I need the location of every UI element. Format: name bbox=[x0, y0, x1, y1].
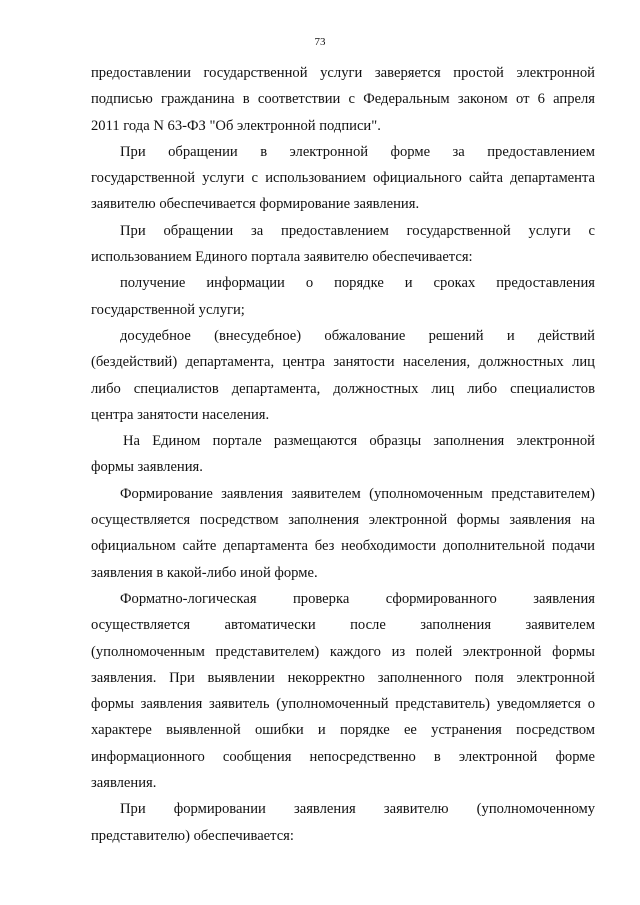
text-line: заявления. bbox=[91, 775, 157, 792]
text-line: На Едином портале размещаются образцы заполнения электронной bbox=[123, 433, 595, 450]
text-line: формы заявления заявитель (уполномоченный представитель) уведомляется о bbox=[91, 696, 595, 713]
text-line: досудебное (внесудебное) обжалование решений и действий bbox=[120, 327, 595, 344]
text-line: получение информации о порядке и сроках предоставления bbox=[120, 275, 595, 292]
text-line: осуществляется посредством заполнения электронной формы заявления на bbox=[91, 512, 595, 529]
text-line: (уполномоченным представителем) каждого из полей электронной формы bbox=[91, 643, 595, 660]
text-line: информационного сообщения непосредственно в электронной форме bbox=[91, 748, 595, 765]
text-line: представителю) обеспечивается: bbox=[91, 827, 294, 844]
text-line: либо специалистов департамента, должностных лиц либо специалистов bbox=[91, 380, 595, 397]
paragraph bbox=[91, 60, 595, 139]
text-line: формы заявления. bbox=[91, 459, 203, 476]
text-line: При обращении в электронной форме за предоставлением bbox=[120, 143, 595, 160]
paragraph bbox=[91, 218, 595, 271]
paragraph bbox=[91, 796, 595, 849]
text-line: использованием Единого портала заявителю обеспечивается: bbox=[91, 249, 473, 266]
document-body bbox=[91, 60, 595, 849]
text-line: Формирование заявления заявителем (уполномоченным представителем) bbox=[120, 485, 595, 502]
text-line: При формировании заявления заявителю (уполномоченному bbox=[120, 801, 595, 818]
text-line: При обращении за предоставлением государственной услуги с bbox=[120, 222, 595, 239]
text-line: официальном сайте департамента без необходимости дополнительной подачи bbox=[91, 538, 595, 555]
text-line: осуществляется автоматически после заполнения заявителем bbox=[91, 617, 595, 634]
paragraph bbox=[91, 428, 595, 481]
text-line: заявления. При выявлении некорректно заполненного поля электронной bbox=[91, 669, 595, 686]
text-line: характере выявленной ошибки и порядке ее устранения посредством bbox=[91, 722, 595, 739]
paragraph bbox=[91, 586, 595, 796]
text-line: заявления в какой-либо иной форме. bbox=[91, 564, 318, 581]
text-line: заявителю обеспечивается формирование заявления. bbox=[91, 196, 420, 213]
text-line: государственной услуги; bbox=[91, 301, 245, 318]
paragraph bbox=[91, 270, 595, 323]
text-line: государственной услуги с использованием официального сайта департамента bbox=[91, 170, 595, 187]
text-line: предоставлении государственной услуги заверяется простой электронной bbox=[91, 65, 595, 81]
text-line: 2011 года N 63-ФЗ "Об электронной подписи". bbox=[91, 117, 381, 134]
page-number: 73 bbox=[314, 36, 326, 48]
text-line: центра занятости населения. bbox=[91, 406, 270, 423]
text-line: подписью гражданина в соответствии с Федеральным законом от 6 апреля bbox=[91, 91, 595, 108]
text-line: (бездействий) департамента, центра занятости населения, должностных лиц bbox=[91, 354, 595, 371]
paragraph bbox=[91, 139, 595, 218]
paragraph bbox=[91, 481, 595, 586]
paragraph bbox=[91, 323, 595, 428]
text-line: Форматно-логическая проверка сформированного заявления bbox=[120, 590, 595, 607]
